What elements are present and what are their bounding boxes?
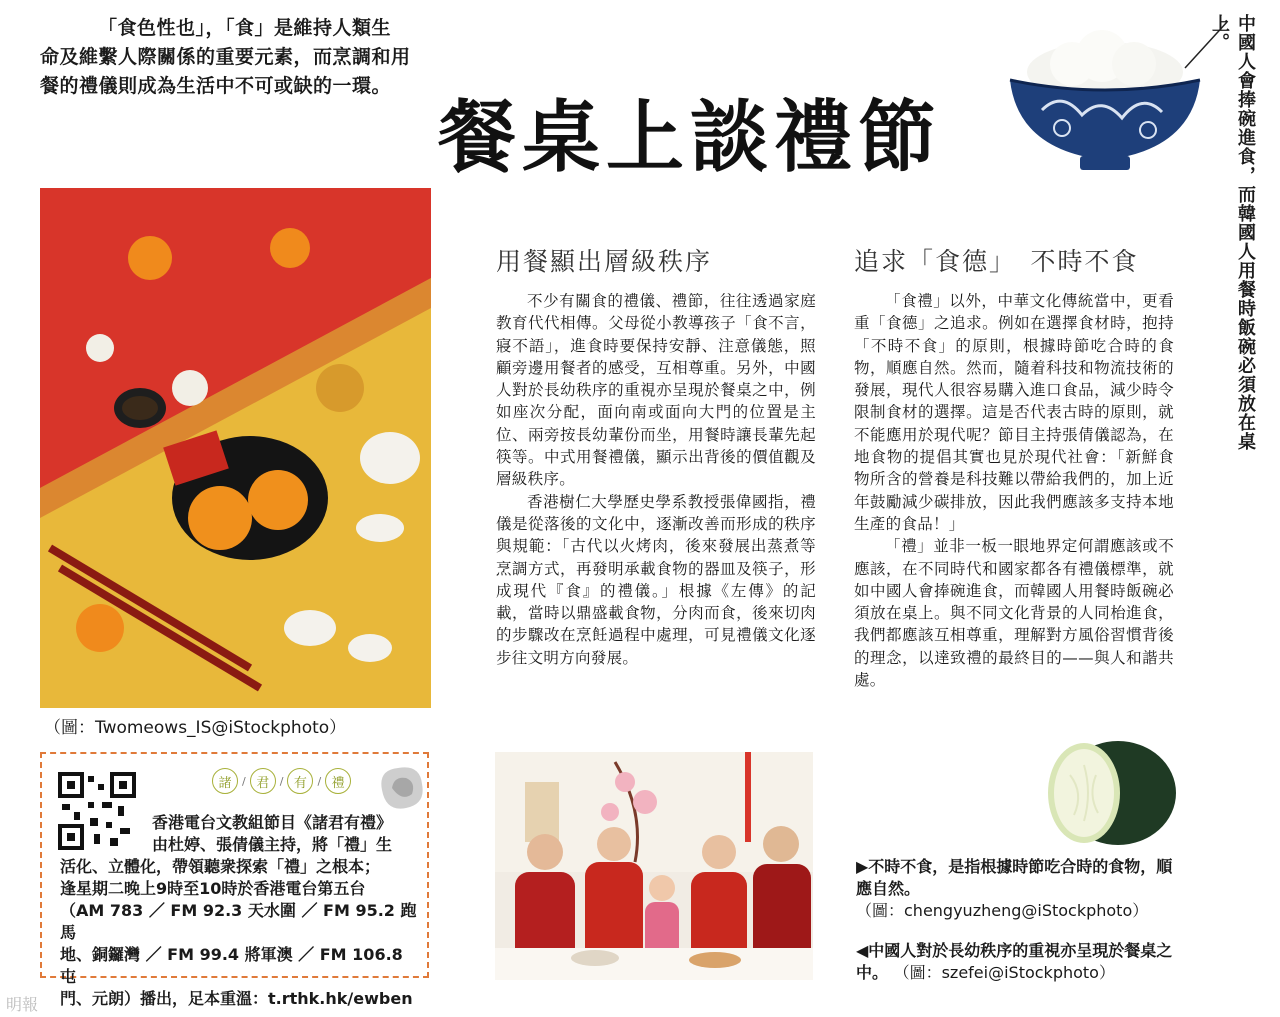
article-column-2 <box>854 290 1174 691</box>
intro-line-2: 命及維繫人際關係的重要元素，而烹調和用 <box>40 46 411 68</box>
intro-line-1: 「食色性也」，「食」是維持人類生 <box>98 17 392 39</box>
paragraph: 不少有關食的禮儀、禮節，往往透過家庭教育代代相傳。父母從小教導孩子「食不言，寢不語」，進食時要保持安靜、注意儀態，照顧旁邊用餐者的感受，互相尊重。另外，中國人對於長幼秩序的重視亦呈現於餐桌之中，例如座次分配，面向南或面向大門的位置是主位、兩旁按長幼輩份而坐，用餐時讓長輩先起筷等。中式用餐禮儀，顯示出背後的價值觀及層級秩序。 <box>496 292 816 489</box>
paragraph: 「食禮」以外，中華文化傳統當中，更看重「食德」之追求。例如在選擇食材時，抱持「不時不食」的原則，根據時節吃合時的食物，順應自然。然而，隨着科技和物流技術的發展，現代人很容易購入進口食品，減少時令限制食材的選擇。這是否代表古時的原則，就不能應用於現代呢？節目主持張倩儀認為，在地食物的提倡其實也見於現代社會：「新鮮食物所含的營養是科技難以帶給我們的，加上近年鼓勵減少碳排放，因此我們應該多支持本地生產的食品！」 <box>854 292 1174 533</box>
publication-watermark: 明報 <box>6 995 39 1014</box>
vertical-caption: 中國人會捧碗進食，而韓國人用餐時飯碗必須放在桌上。 <box>1209 14 1256 451</box>
melon-caption <box>856 856 1176 922</box>
caption-credit: （圖：chengyuzheng@iStockphoto） <box>856 901 1149 920</box>
logo-char: 有 <box>287 768 313 794</box>
program-line: 門、元朗）播出，足本重溫：t.rthk.hk/ewben <box>60 989 413 1008</box>
logo-char: 君 <box>250 768 276 794</box>
caption-credit: （圖：szefei@iStockphoto） <box>893 963 1115 982</box>
main-photo-credit: （圖：Twomeows_IS@iStockphoto） <box>44 718 347 738</box>
caption-text: ◀中國人對於長幼秩序的重視亦呈現於餐桌之中。 <box>856 941 1173 982</box>
intro-line-3: 餐的禮儀則成為生活中不可或缺的一環。 <box>40 75 392 97</box>
program-logo: 諸 / 君 / 有 / 禮 <box>212 768 351 794</box>
program-line: 由杜婷、張倩儀主持，將「禮」生 <box>152 835 393 854</box>
ink-splash-decoration <box>372 760 428 814</box>
article-column-1 <box>496 290 816 669</box>
program-line: 地、銅鑼灣 ／ FM 99.4 將軍澳 ／ FM 106.8 屯 <box>60 945 403 986</box>
caption-text: ▶不時不食，是指根據時節吃合時的食物，順應自然。 <box>856 857 1173 898</box>
paragraph: 香港樹仁大學歷史學系教授張偉國指，禮儀是從落後的文化中，逐漸改善而形成的秩序與規範：「古代以火烤肉，後來發展出蒸煮等烹調方式，再發明承載食物的器皿及筷子，形成現代『食』的禮儀。」根據《左傳》的記載，當時以鼎盛載食物，分肉而食，後來切肉的步驟改在烹飪過程中處理，可見禮儀文化逐步往文明方向發展。 <box>496 492 816 667</box>
family-caption <box>856 940 1186 984</box>
section-heading-order: 用餐顯出層級秩序 <box>496 247 713 276</box>
logo-char: 禮 <box>325 768 351 794</box>
family-dinner-photo <box>495 752 813 980</box>
program-description <box>60 812 420 1010</box>
program-line: 活化、立體化，帶領聽衆探索「禮」之根本； <box>60 857 381 876</box>
headline: 餐桌上談禮節 <box>438 92 943 183</box>
main-photo <box>40 188 431 708</box>
program-line: （AM 783 ／ FM 92.3 天水圍 ／ FM 95.2 跑馬 <box>60 901 417 942</box>
intro-text <box>40 14 440 101</box>
program-line: 逢星期二晚上9時至10時於香港電台第五台 <box>60 879 366 898</box>
winter-melon-image <box>1040 735 1180 850</box>
program-line: 香港電台文教組節目《諸君有禮》 <box>152 813 393 832</box>
section-heading-food-virtue: 追求「食德」 不時不食 <box>854 247 1139 276</box>
logo-char: 諸 <box>212 768 238 794</box>
paragraph: 「禮」並非一板一眼地界定何謂應該或不應該，在不同時代和國家都各有禮儀標準，就如中國人會捧碗進食，而韓國人用餐時飯碗必須放在桌上。與不同文化背景的人同枱進食，我們都應該互相尊重，理解對方風俗習慣背後的理念，以達致禮的最終目的——與人和諧共處。 <box>854 537 1174 690</box>
rice-bowl-image <box>1002 20 1208 180</box>
